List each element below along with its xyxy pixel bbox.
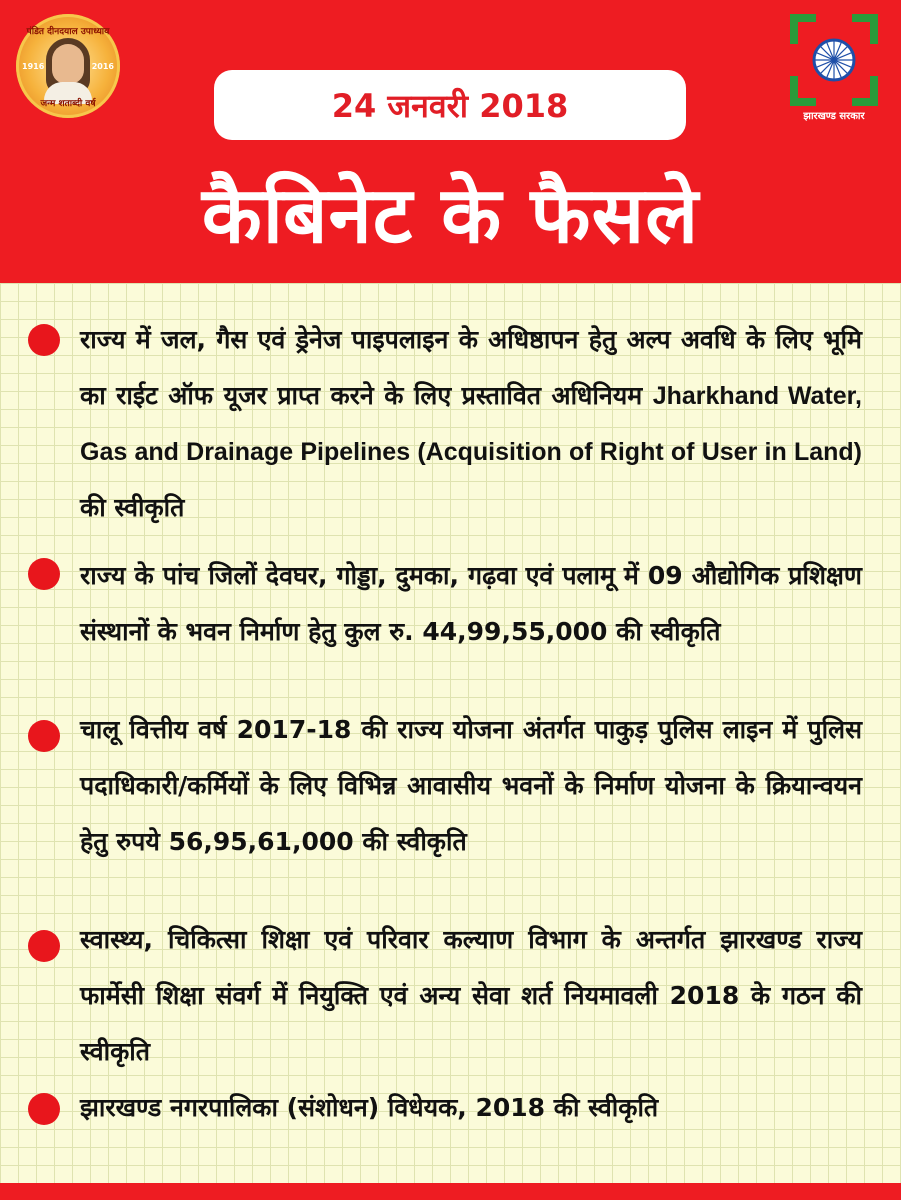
bullet-dot-icon: [28, 1093, 60, 1125]
emblem-ring-top-text: पंडित दीनदयाल उपाध्याय: [26, 27, 110, 37]
jharkhand-sarkar-label: झारखण्ड सरकार: [803, 111, 865, 122]
header-banner: [0, 0, 901, 283]
date-text: 24 जनवरी 2018: [331, 86, 569, 125]
bullet-dot-icon: [28, 720, 60, 752]
decision-item-1: [80, 312, 862, 536]
bullet-dot-icon: [28, 558, 60, 590]
decision-item-3: चालू वित्तीय वर्ष 2017-18 की राज्य योजना अंतर्गत पाकुड़ पुलिस लाइन में पुलिस पदाधिकारी/कर्मियों के लिए विभिन्न आवासीय भवनों के निर्माण योजना के क्रियान्वयन हेतु रुपये 56,95,61,000 की स्वीकृति: [80, 715, 862, 856]
emblem-year-start: 1916: [22, 62, 45, 71]
emblem-ring-bottom-text: जन्म शताब्दी वर्ष: [40, 99, 96, 109]
jharkhand-government-logo: [786, 14, 882, 126]
decision-item-4: स्वास्थ्य, चिकित्सा शिक्षा एवं परिवार कल्याण विभाग के अन्तर्गत झारखण्ड राज्य फार्मेसी शिक्षा संवर्ग में नियुक्ति एवं अन्य सेवा शर्त नियमावली 2018 के गठन की स्वीकृति: [80, 925, 862, 1066]
centenary-emblem-logo: [16, 14, 120, 118]
decision-item-5: झारखण्ड नगरपालिका (संशोधन) विधेयक, 2018 की स्वीकृति: [80, 1093, 659, 1122]
bullet-dot-icon: [28, 324, 60, 356]
page-title: कैबिनेट के फैसले: [201, 171, 700, 261]
decision-item-2: राज्य के पांच जिलों देवघर, गोड्डा, दुमका, गढ़वा एवं पलामू में 09 औद्योगिक प्रशिक्षण संस्थानों के भवन निर्माण हेतु कुल रु. 44,99,55,000 की स्वीकृति: [80, 561, 862, 646]
emblem-year-end: 2016: [91, 62, 114, 71]
decision-1-english-act-name: Jharkhand Water, Gas and Drainage Pipelines (Acquisition of Right of User in Land): [80, 382, 862, 466]
date-badge: [214, 70, 686, 140]
decision-1-ending: की स्वीकृति: [80, 493, 185, 522]
portrait-face: [52, 44, 84, 84]
footer-strip: [0, 1183, 901, 1200]
bullet-dot-icon: [28, 930, 60, 962]
jharkhand-emblem-icon: [786, 14, 882, 106]
decision-1-hindi-text: राज्य में जल, गैस एवं ड्रेनेज पाइपलाइन के अधिष्ठापन हेतु अल्प अवधि के लिए भूमि का राईट ऑफ यूजर प्राप्त करने के लिए प्रस्तावित अधिनियम: [80, 325, 862, 410]
